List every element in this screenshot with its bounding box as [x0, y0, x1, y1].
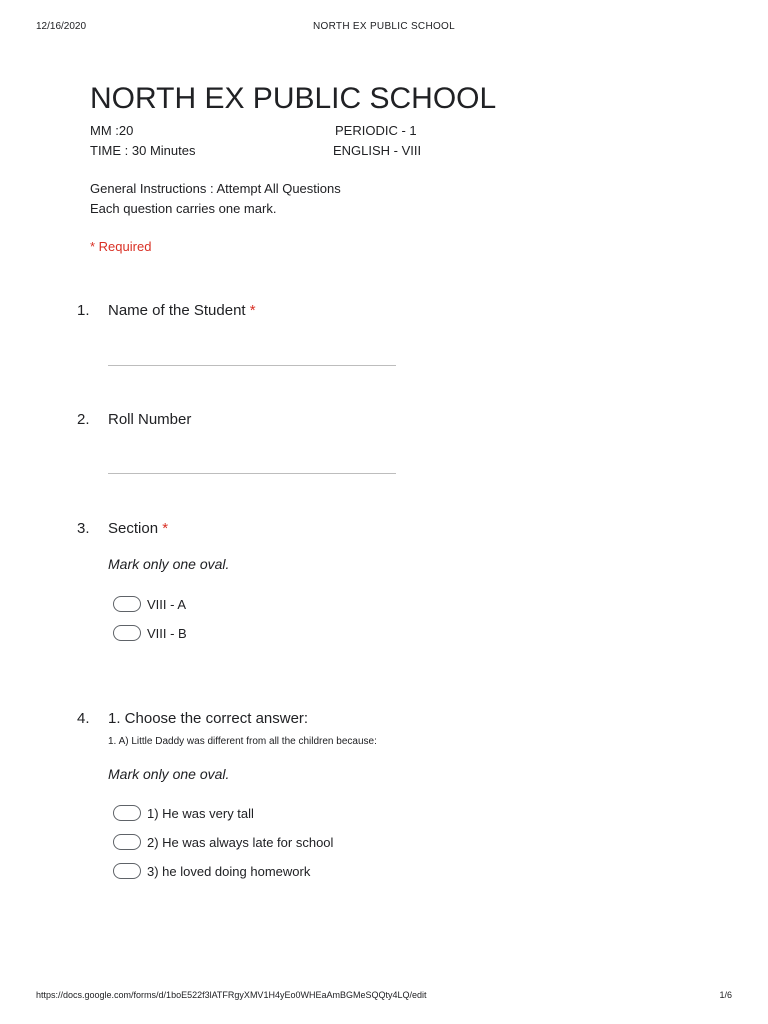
question-4-number: 4.	[77, 710, 90, 727]
subject-label: ENGLISH - VIII	[333, 143, 422, 158]
marks-note: Each question carries one mark.	[90, 201, 277, 216]
question-3-number: 3.	[77, 520, 90, 537]
option-1[interactable]	[113, 805, 254, 821]
option-3[interactable]	[113, 863, 310, 879]
option-label: 2) He was always late for school	[147, 834, 334, 850]
question-2-title: Roll Number	[108, 411, 192, 428]
option-viii-b[interactable]	[113, 625, 187, 641]
print-header-title: NORTH EX PUBLIC SCHOOL	[312, 21, 455, 32]
option-label: 3) he loved doing homework	[147, 863, 311, 879]
radio-oval[interactable]	[113, 863, 141, 879]
radio-oval[interactable]	[113, 834, 141, 850]
question-3-helper: Mark only one oval.	[108, 556, 230, 572]
question-2-number: 2.	[77, 411, 90, 428]
radio-oval[interactable]	[113, 625, 141, 641]
footer-url: https://docs.google.com/forms/d/1boE522f3lATFRgyXMV1H4yEo0WHEaAmBGMeSQQty4LQ/edit	[36, 990, 427, 1000]
question-1-label: Name of the Student	[108, 302, 246, 319]
radio-oval[interactable]	[113, 596, 141, 612]
question-1-title	[108, 302, 256, 319]
general-instructions: General Instructions : Attempt All Questions	[90, 181, 341, 196]
question-1-number: 1.	[77, 302, 90, 319]
form-title: NORTH EX PUBLIC SCHOOL	[90, 82, 497, 115]
question-3-title	[108, 520, 168, 537]
print-date: 12/16/2020	[36, 21, 87, 32]
option-label: VIII - B	[147, 625, 187, 641]
question-4-helper: Mark only one oval.	[108, 766, 230, 782]
required-star: *	[162, 520, 169, 537]
roll-number-input[interactable]	[108, 473, 396, 474]
question-4-subtitle: 1. A) Little Daddy was different from all the children because:	[108, 736, 377, 747]
student-name-input[interactable]	[108, 365, 396, 366]
question-4-title: 1. Choose the correct answer:	[108, 710, 309, 727]
question-3-label: Section	[108, 520, 159, 537]
required-note: * Required	[90, 239, 152, 254]
max-marks: MM :20	[90, 123, 134, 138]
time-limit: TIME : 30 Minutes	[90, 143, 196, 158]
required-star: *	[249, 302, 256, 319]
option-2[interactable]	[113, 834, 333, 850]
radio-oval[interactable]	[113, 805, 141, 821]
option-label: 1) He was very tall	[147, 805, 254, 821]
option-label: VIII - A	[147, 596, 187, 612]
periodic-label: PERIODIC - 1	[335, 123, 417, 138]
page-number: 1/6	[719, 990, 732, 1000]
option-viii-a[interactable]	[113, 596, 186, 612]
